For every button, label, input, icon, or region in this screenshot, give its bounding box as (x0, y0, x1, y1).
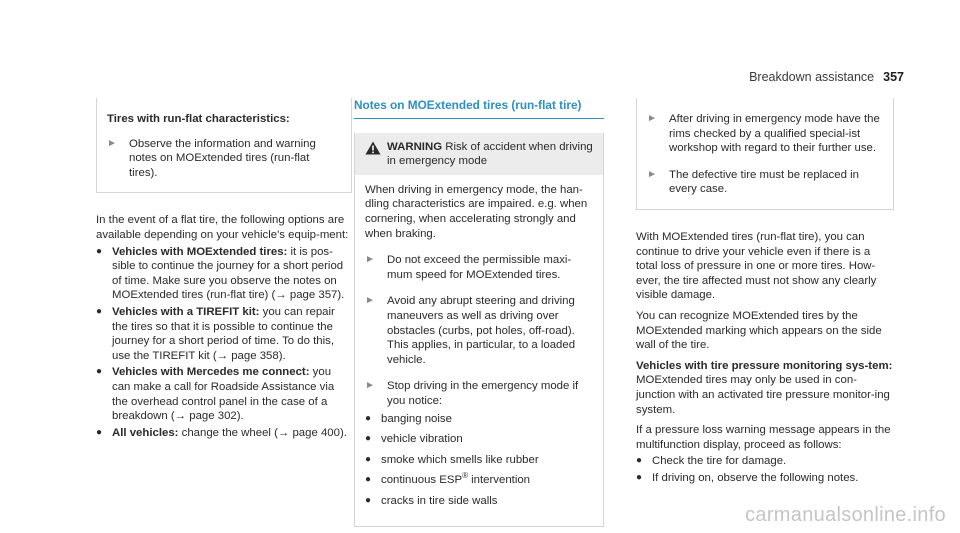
option-label: Vehicles with a TIREFIT kit: (112, 305, 260, 318)
bullet-dot-icon: ● (636, 455, 643, 467)
bullet-dot-icon: ● (365, 453, 372, 465)
step-item (647, 168, 883, 197)
list-item-text: cracks in tire side walls (381, 494, 498, 507)
list-item-text: vehicle vibration (381, 433, 463, 446)
box-title: Tires with run-flat characteristics: (107, 113, 290, 125)
step-text: Stop driving in the emergency mode if you notice: (387, 380, 579, 407)
tpms-text: MOExtended tires may only be used in con-junction with an activated tire pressure monitor-ing system. (636, 374, 890, 416)
step-item (107, 137, 341, 181)
list-item (636, 454, 894, 469)
section-title: Breakdown assistance (749, 70, 875, 84)
step-text: After driving in emergency mode have the rims checked by a qualified special-ist workshop with regard to their further use. (669, 113, 880, 155)
option-text: change the wheel (→ page 400). (178, 426, 347, 439)
step-item (365, 253, 593, 282)
section-heading: Notes on MOExtended tires (run-flat tire) (354, 92, 604, 119)
tpms-paragraph (636, 359, 894, 417)
bullet-dot-icon: ● (365, 494, 372, 506)
step-text: Avoid any abrupt steering and driving maneuvers as well as driving over obstacles (curbs, pot holes, off-road). This applies, in particular, to a loaded vehicle. (387, 295, 576, 366)
warning-label: WARNING (387, 140, 443, 153)
hand-pointer-icon: ► (647, 168, 657, 180)
warning-title: Risk of accident when driving in emergency mode (387, 140, 593, 168)
bullet-dot-icon: ● (96, 426, 103, 438)
steps-box (636, 98, 894, 210)
step-text: Observe the information and warning notes on MOExtended tires (run-flat tires). (129, 137, 316, 179)
option-text: you can make a call for Roadside Assistance via the overhead control panel in the case of a breakdown (→ page 302). (112, 366, 335, 423)
option-label: Vehicles with MOExtended tires: (112, 245, 288, 258)
list-item-suffix: intervention (467, 474, 531, 487)
intro-paragraph: In the event of a flat tire, the following options are available depending on your vehicle's equip-ment: (96, 214, 349, 241)
warning-box (354, 133, 604, 528)
paragraph: With MOExtended tires (run-flat tire), you can continue to drive your vehicle even if there is a total loss of pressure in one or more tires. How-ever, the tire affected must not show any clearly visible damage. (636, 230, 877, 302)
hand-pointer-icon: ► (365, 254, 375, 266)
warning-triangle-icon (365, 141, 381, 155)
warning-text: When driving in emergency mode, the han-dling characteristics are impaired. e.g. when cornering, when accelerating strongly and when braking. (365, 183, 588, 240)
list-item (365, 412, 593, 427)
page-header (749, 70, 904, 85)
registered-mark: ® (462, 471, 468, 481)
list-item (96, 426, 352, 441)
bullet-dot-icon: ● (96, 245, 103, 257)
step-item (365, 294, 593, 367)
bullet-dot-icon: ● (96, 305, 103, 317)
list-item-text: smoke which smells like rubber (381, 453, 539, 466)
option-text: it is pos-sible to continue the journey for a short period of time. Make sure you observe the notes on MOExtended tires (run-flat tire) (→ page 357). (112, 245, 345, 302)
column-3 (636, 98, 894, 487)
bullet-dot-icon: ● (365, 412, 372, 424)
step-text: The defective tire must be replaced in every case. (669, 168, 859, 196)
list-item-text: banging noise (381, 412, 452, 425)
paragraph: If a pressure loss warning message appears in the multifunction display, proceed as follows: (636, 424, 891, 451)
options-list (96, 245, 352, 441)
list-item (365, 473, 593, 488)
bullet-dot-icon: ● (365, 474, 372, 486)
bullet-dot-icon: ● (96, 366, 103, 378)
list-item (365, 453, 593, 468)
paragraph: You can recognize MOExtended tires by the MOExtended marking which appears on the side wall of the tire. (636, 309, 882, 352)
option-label: All vehicles: (112, 426, 179, 439)
tpms-label: Vehicles with tire pressure monitoring sys-tem: (636, 359, 893, 372)
final-list (636, 454, 894, 485)
option-text: you can repair the tires so that it is possible to continue the journey for a short period of time. To do this, use the TIREFIT kit (→ page 358). (112, 305, 335, 362)
list-item (96, 305, 352, 363)
column-2 (354, 92, 604, 527)
hand-pointer-icon: ► (365, 380, 375, 392)
list-item (96, 365, 352, 423)
list-item-text: continuous ESP (381, 474, 463, 487)
list-item (636, 471, 894, 486)
list-item-text: If driving on, observe the following notes. (652, 471, 859, 484)
warning-steps (365, 253, 593, 408)
list-item (365, 494, 593, 509)
hand-pointer-icon: ► (647, 113, 657, 124)
column-1 (96, 98, 352, 442)
warning-header (355, 133, 603, 175)
list-item (96, 245, 352, 303)
warning-body (355, 175, 603, 527)
step-text: Do not exceed the permissible maxi-mum speed for MOExtended tires. (387, 254, 572, 281)
page-number: 357 (883, 70, 904, 84)
hand-pointer-icon: ► (365, 295, 375, 307)
step-item (647, 112, 883, 156)
list-item-text: Check the tire for damage. (652, 455, 787, 468)
step-item (365, 379, 593, 408)
bullet-dot-icon: ● (636, 471, 643, 483)
hand-pointer-icon: ► (107, 137, 117, 149)
option-label: Vehicles with Mercedes me connect: (112, 366, 310, 379)
watermark: carmanualsonline.info (745, 504, 946, 527)
notice-list (365, 412, 593, 509)
list-item (365, 432, 593, 447)
runflat-info-box (96, 98, 352, 193)
bullet-dot-icon: ● (365, 433, 372, 445)
